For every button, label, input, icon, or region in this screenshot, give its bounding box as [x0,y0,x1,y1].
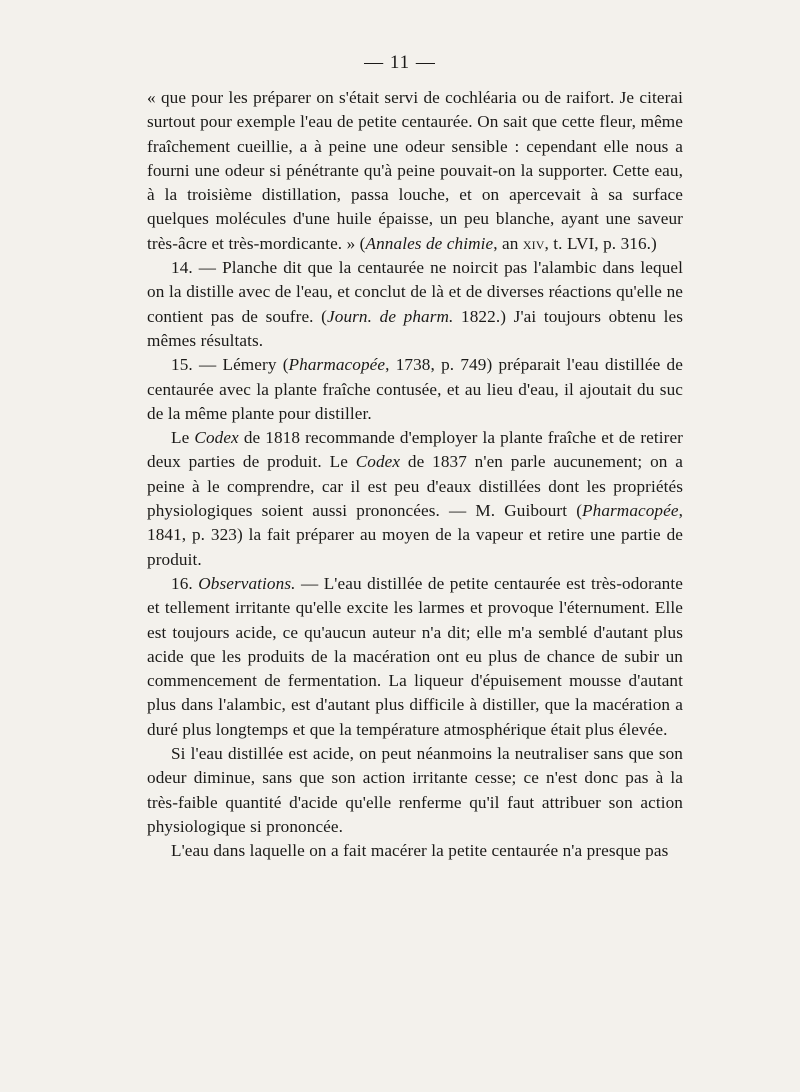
paragraph-14 [147,256,683,353]
paragraph-text: de 1818 recommande d'employer la plante fraîche et de retirer deux parties de produit. Le [147,428,684,472]
paragraph-text: — Planche dit que la centaurée ne noircit pas l'alambic dans lequel on la distille avec de l'eau, et conclut de là et de diverses réactions qu'elle ne contient pas de soufre. ( [147,258,683,326]
paragraph-text: de 1837 n'en parle aucunement; on a peine à le comprendre, car il est peu d'eaux distillées dont les propriétés physiologiques soient aussi prononcées. — M. Guibourt ( [147,452,683,521]
paragraph-text: , t. LVI, p. 316.) [544,233,657,253]
text-body [147,86,683,864]
paragraph-text: , 1841, p. 323) la fait préparer au moyen de la vapeur et retire une partie de produit. [147,501,683,569]
citation-title: Pharmacopée [582,501,679,521]
small-caps-numeral: xiv [522,233,545,253]
citation-title: Pharmacopée [288,355,386,375]
paragraph-text: « que pour les préparer on s'était servi de cochléaria ou de raifort. Je citerai surtout pour exemple l'eau de petite centaurée. On sait que cette fleur, même fraîchement cueillie, a à peine une odeur sensible : cependant elle nous a fourni une odeur si pénétrante qu'à peine pouvait-on la supporter. Cette eau, à la troisième distillation, passa louche, et on apercevait à sa surface quelques molécules d'une huile épaisse, un peu blanche, ayant une saveur très-âcre et très-mordicante. » ( [147,88,683,253]
paragraph-text: — L'eau distillée de petite centaurée est très-odorante et tellement irritante qu'elle excite les larmes et provoque l'éternument. Elle est toujours acide, ce qu'aucun auteur n'a dit; elle m'a semblé d'autant plus acide que les produits de la macération ont eu plus de chance de subir un commencement de fermentation. La liqueur d'épuisement mousse d'autant plus dans l'alambic, est d'autant plus difficile à distiller, que la macération a duré plus longtemps et que la température atmosphérique était plus élevée. [147,573,683,739]
paragraph-text: L'eau dans laquelle on a fait macérer la petite centaurée n'a presque pas [171,841,669,861]
paragraph-text: — Lémery ( [192,355,289,375]
citation-title: Codex [194,428,239,448]
paragraph-text: , 1738, p. 749) préparait l'eau distillée de centaurée avec la plante fraîche contusée, et au lieu d'eau, il ajoutait du suc de la même plante pour distiller. [147,355,683,423]
section-number: 14. [171,258,193,278]
paragraph-neutralisation [147,742,683,839]
citation-title: Annales de chimie [365,233,494,253]
paragraph-15 [147,353,683,426]
paragraph-text: Si l'eau distillée est acide, on peut néanmoins la neutraliser sans que son odeur diminue, sans que son action irritante cesse; ce n'est donc pas à la très-faible quantité d'acide qu'elle renferme qu'il faut attribuer son action physiologique si prononcée. [147,744,683,836]
paragraph-text: 1822.) J'ai toujours obtenu les mêmes résultats. [147,306,683,350]
citation-title: Journ. de pharm. [327,306,454,326]
paragraph-maceration [147,839,683,863]
citation-title: Codex [355,452,401,472]
paragraph-quotation [147,86,683,256]
section-heading: Observations. [198,573,296,593]
paragraph-16 [147,572,683,742]
section-number: 15. [171,355,193,375]
paragraph-text: , an [493,233,523,253]
paragraph-text: Le [171,428,195,448]
page-number: — 11 — [364,52,436,73]
section-number: 16. [171,573,193,593]
paragraph-codex [147,426,683,572]
